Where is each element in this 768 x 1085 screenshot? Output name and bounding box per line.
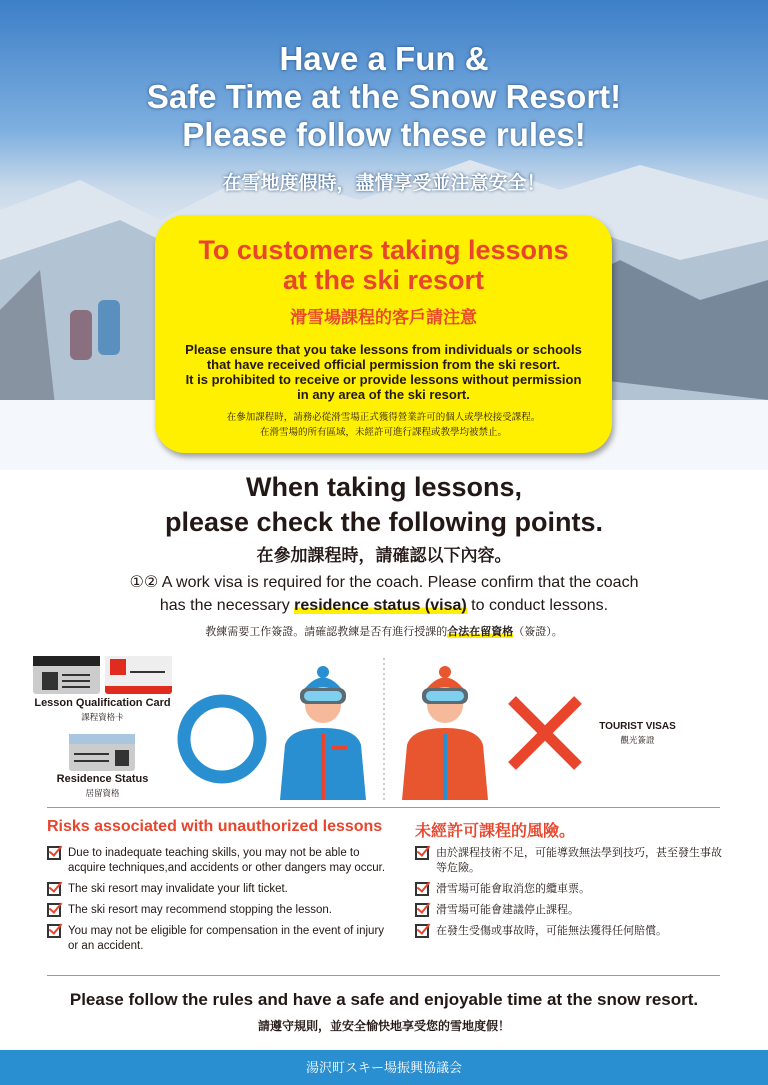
checkbox-icon — [415, 882, 429, 896]
risks-title: Risks associated with unauthorized lessons — [47, 818, 383, 835]
label-en: Residence Status — [56, 773, 149, 785]
footer-message: Please follow the rules and have a safe and enjoyable time at the snow resort. — [69, 990, 699, 1009]
point-zh: 教練需要工作簽證。請確認教練是否有進行授課的 — [205, 626, 448, 638]
page-title — [0, 40, 768, 154]
residence-label — [40, 773, 165, 799]
point-zh-highlight: 合法在留資格 — [447, 626, 514, 638]
notice-title: To customers taking lessons — [198, 235, 569, 265]
notice-line: that have received official permission from the ski resort. — [206, 357, 561, 372]
checkbox-icon — [415, 846, 429, 860]
risks-title-zh: 未經許可課程的風險。 — [415, 823, 576, 840]
point-text: A work visa is required for the coach. Please confirm that the coach — [161, 574, 639, 591]
label-en: Lesson Qualification Card — [34, 697, 171, 709]
lesson-notice-box — [155, 215, 612, 453]
point-text: has the necessary — [159, 597, 295, 614]
organization-bar — [0, 1050, 768, 1085]
item-text: 在發生受傷或事故時，可能無法獲得任何賠償。 — [436, 925, 667, 937]
point-highlight: residence status (visa) — [294, 597, 467, 614]
checkbox-icon — [415, 924, 429, 938]
notice-line: It is prohibited to receive or provide lessons without permission — [185, 372, 582, 387]
title-line: Have a Fun & — [279, 40, 489, 77]
check-title: please check the following points. — [164, 507, 604, 537]
list-item — [415, 846, 730, 876]
list-item — [415, 903, 730, 918]
visa-point-zh — [0, 623, 768, 639]
ng-cross-icon — [512, 700, 578, 766]
notice-line-zh: 在滑雪場的所有區域，未經許可進行課程或教學均被禁止。 — [259, 427, 507, 438]
list-item — [47, 882, 387, 897]
list-item — [47, 924, 387, 954]
checkbox-icon — [47, 903, 61, 917]
title-line: Please follow these rules! — [182, 116, 586, 153]
item-text: Due to inadequate teaching skills, you may not be able to acquire techniques,and accidents or other dangers may occur. — [68, 847, 386, 874]
divider — [47, 975, 720, 976]
risks-list-zh — [415, 846, 730, 945]
item-text: The ski resort may invalidate your lift ticket. — [68, 883, 288, 895]
checkbox-icon — [47, 924, 61, 938]
check-title-zh: 在參加課程時，請確認以下內容。 — [256, 546, 512, 565]
notice-body-zh — [155, 410, 612, 440]
point-number: ①② — [129, 574, 159, 591]
label-en: TOURIST VISAS — [599, 721, 676, 732]
check-heading — [0, 470, 768, 540]
organization-name: 湯沢町スキー場振興協議会 — [305, 1060, 462, 1075]
notice-body — [155, 342, 612, 402]
list-item — [415, 924, 730, 939]
item-text: 滑雪場可能會建議停止課程。 — [436, 904, 579, 916]
tourist-icon — [402, 666, 488, 800]
checkbox-icon — [47, 882, 61, 896]
point-zh: （簽證）。 — [513, 626, 563, 638]
notice-title: at the ski resort — [282, 265, 485, 295]
lesson-card-icon — [33, 656, 172, 694]
item-text: 由於課程技術不足，可能導致無法學到技巧，甚至發生事故等危險。 — [436, 847, 722, 874]
list-item — [47, 846, 387, 876]
label-zh: 課程資格卡 — [81, 712, 124, 722]
notice-line: in any area of the ski resort. — [297, 387, 470, 402]
item-text: You may not be eligible for compensation in the event of injury or an accident. — [68, 925, 385, 952]
notice-title-zh: 滑雪場課程的客戶請注意 — [290, 308, 477, 327]
coach-icon — [280, 666, 366, 800]
checkbox-icon — [47, 846, 61, 860]
lesson-card-label — [20, 697, 185, 723]
footer-message-zh: 請遵守規則，並安全愉快地享受您的雪地度假！ — [257, 1019, 510, 1033]
risks-list — [47, 846, 387, 960]
label-zh: 居留資格 — [85, 788, 120, 798]
checkbox-icon — [415, 903, 429, 917]
item-text: The ski resort may recommend stopping the lesson. — [68, 904, 332, 916]
list-item — [415, 882, 730, 897]
point-text: to conduct lessons. — [466, 597, 609, 614]
residence-card-icon — [69, 734, 135, 771]
title-zh: 在雪地度假時，盡情享受並注意安全！ — [222, 173, 546, 194]
ok-circle-icon — [184, 701, 260, 777]
visa-point — [0, 571, 768, 617]
tourist-visa-label — [590, 721, 685, 746]
list-item — [47, 903, 387, 918]
divider — [47, 807, 720, 808]
notice-line-zh: 在參加課程時，請務必從滑雪場正式獲得營業許可的個人或學校接受課程。 — [226, 412, 541, 423]
item-text: 滑雪場可能會取消您的纜車票。 — [436, 883, 590, 895]
label-zh: 觀光簽證 — [620, 735, 655, 745]
title-line: Safe Time at the Snow Resort! — [146, 78, 622, 115]
notice-line: Please ensure that you take lessons from individuals or schools — [185, 342, 582, 357]
check-title: When taking lessons, — [245, 472, 523, 502]
